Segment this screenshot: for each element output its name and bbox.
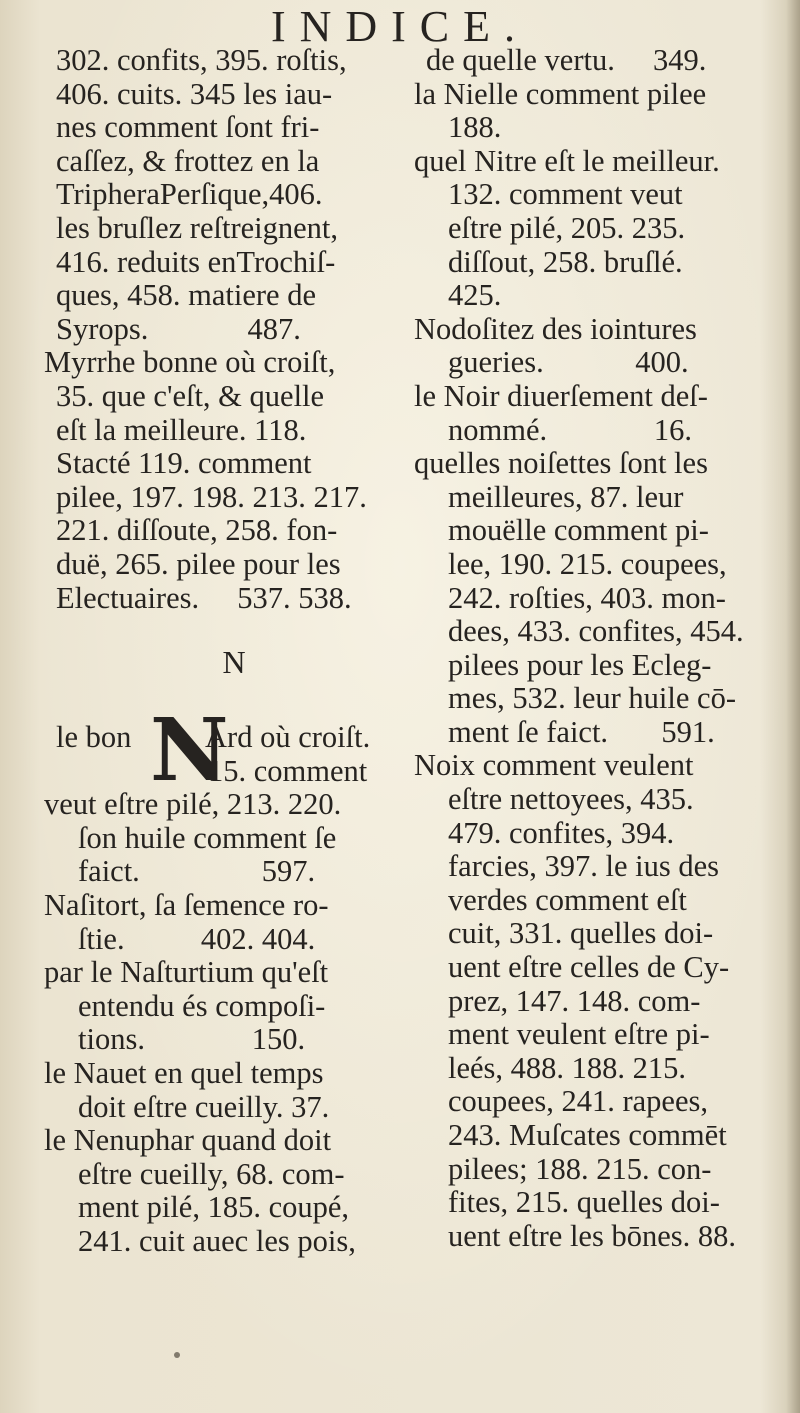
index-line: ment veulent eſtre pi- xyxy=(448,1017,710,1052)
index-line: de quelle vertu. 349. xyxy=(426,43,707,77)
index-line: mes, 532. leur huile cō- xyxy=(448,681,736,716)
index-line: farcies, 397. le ius des xyxy=(448,849,720,884)
index-line: ment pilé, 185. coupé, xyxy=(78,1190,350,1225)
index-line: ſon huile comment ſe xyxy=(78,820,337,855)
ink-speck xyxy=(174,1352,180,1358)
index-line: pilees pour les Ecleg- xyxy=(448,647,712,682)
index-line: Stacté 119. comment xyxy=(56,446,312,481)
index-line: pilees; 188. 215. con- xyxy=(448,1151,712,1186)
index-line: caſſez, & frottez en la xyxy=(56,143,320,178)
right-column xyxy=(414,43,778,1253)
dropcap-second-line: 15. comment xyxy=(208,753,368,788)
index-line: Myrrhe bonne où croiſt, xyxy=(44,345,336,380)
index-line: verdes comment eſt xyxy=(448,882,687,917)
index-line: uent eſtre celles de Cy- xyxy=(448,950,730,985)
dropcap-first-line: Ard où croiſt. xyxy=(205,720,371,755)
index-line: dees, 433. confites, 454. xyxy=(448,614,744,649)
index-line: ques, 458. matiere de xyxy=(56,278,317,313)
index-line: mouëlle comment pi- xyxy=(448,513,709,548)
index-line: TripheraPerſique,406. xyxy=(56,177,323,212)
index-line: nes comment ſont fri- xyxy=(56,110,320,145)
index-line: 242. roſties, 403. mon- xyxy=(448,580,726,615)
left-column xyxy=(44,43,412,1259)
index-line: Naſitort, ſa ſemence ro- xyxy=(44,888,329,923)
index-line: quel Nitre eſt le meilleur. xyxy=(414,143,720,178)
index-line: le Nauet en quel temps xyxy=(44,1056,324,1091)
index-line: le Noir diuerſement deſ- xyxy=(414,378,708,413)
dropcap-entry-line-2 xyxy=(56,755,412,789)
index-line: diſſout, 258. bruſlé. xyxy=(448,244,683,279)
left-column-entries xyxy=(44,43,412,615)
index-line: 302. confits, 395. roſtis, xyxy=(56,43,347,77)
index-line: 243. Muſcates commēt xyxy=(448,1118,727,1152)
index-line: Syrops. 487. xyxy=(56,311,301,346)
index-line: par le Naſturtium qu'eſt xyxy=(44,955,329,990)
index-line: lee, 190. 215. coupees, xyxy=(448,546,727,581)
index-line: ment ſe faict. 591. xyxy=(448,714,715,749)
dropcap-letter: N xyxy=(150,700,229,802)
index-line: pilee, 197. 198. 213. 217. xyxy=(56,479,367,514)
index-line: les bruſlez reſtreignent, xyxy=(56,210,339,245)
index-line: ſtie. 402. 404. xyxy=(78,921,316,956)
index-line: uent eſtre les bōnes. 88. xyxy=(448,1218,736,1253)
index-line: doit eſtre cueilly. 37. xyxy=(78,1089,330,1124)
page-edge-shadow xyxy=(786,0,800,1413)
right-column-entries xyxy=(414,43,778,1253)
index-line: eſt la meilleure. 118. xyxy=(56,412,307,447)
index-line: cuit, 331. quelles doi- xyxy=(448,916,714,951)
index-line: 221. diſſoute, 258. fon- xyxy=(56,513,338,548)
index-line: faict. 597. xyxy=(78,854,316,889)
section-letter: N xyxy=(222,644,246,681)
index-line: 132. comment veut xyxy=(448,177,683,212)
index-line: Nodoſitez des iointures xyxy=(414,311,697,346)
index-line: veut eſtre pilé, 213. 220. xyxy=(44,787,342,822)
index-line: nommé. 16. xyxy=(448,412,692,447)
index-line: Noix comment veulent xyxy=(414,748,694,783)
index-line: prez, 147. 148. com- xyxy=(448,983,701,1018)
index-line: duë, 265. pilee pour les xyxy=(56,546,341,581)
index-line: le Nenuphar quand doit xyxy=(44,1123,332,1158)
dropcap-prefix: le bon xyxy=(56,720,132,755)
index-line: Electuaires. 537. 538. xyxy=(56,580,352,615)
index-line: 425. xyxy=(448,278,502,313)
index-line: tions. 150. xyxy=(78,1022,306,1057)
running-header: INDICE. xyxy=(270,2,530,51)
index-line: entendu és compoſi- xyxy=(78,988,326,1023)
index-line: fites, 215. quelles doi- xyxy=(448,1185,720,1220)
index-line: eſtre nettoyees, 435. xyxy=(448,782,694,817)
index-line: 241. cuit auec les pois, xyxy=(78,1224,356,1258)
index-line: 416. reduits enTrochiſ- xyxy=(56,244,336,279)
index-line: 188. xyxy=(448,110,502,145)
index-line: 406. cuits. 345 les iau- xyxy=(56,76,333,111)
index-line: 35. que c'eſt, & quelle xyxy=(56,378,325,413)
index-line: quelles noiſettes ſont les xyxy=(414,446,708,481)
index-line: la Nielle comment pilee xyxy=(414,76,707,111)
index-line: meilleures, 87. leur xyxy=(448,479,684,514)
index-line: coupees, 241. rapees, xyxy=(448,1084,708,1119)
index-line: leés, 488. 188. 215. xyxy=(448,1050,687,1085)
index-line: 479. confites, 394. xyxy=(448,815,675,850)
index-line: eſtre cueilly, 68. com- xyxy=(78,1156,345,1191)
left-column-entries-after xyxy=(44,787,412,1258)
index-line: eſtre pilé, 205. 235. xyxy=(448,210,686,245)
index-line: gueries. 400. xyxy=(448,345,689,380)
